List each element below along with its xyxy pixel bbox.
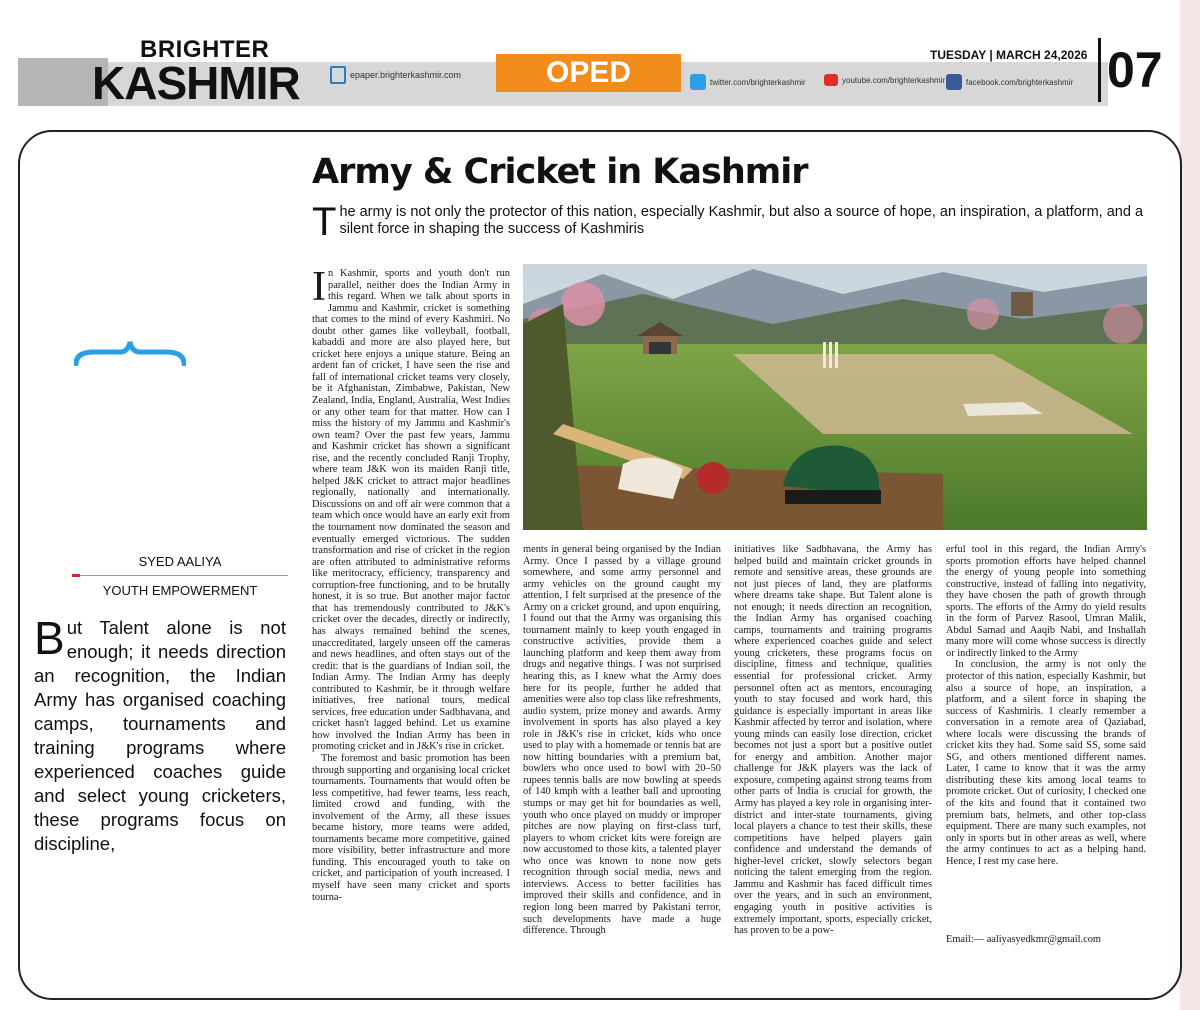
facebook-url: facebook.com/brighterkashmir xyxy=(966,77,1074,87)
youtube-link[interactable] xyxy=(824,74,945,86)
author-email[interactable]: Email:— aaliyasyedkmr@gmail.com xyxy=(946,934,1101,945)
twitter-icon xyxy=(690,74,706,90)
author-topic: YOUTH EMPOWERMENT xyxy=(102,583,258,598)
article-column-4 xyxy=(946,544,1146,884)
column-2-paragraph: ments in general being organised by the Indian Army. Once I passed by a village ground somewhere, and some army personnel and army vehicles on the ground caught my attention, I felt surprised at the presence of the Army on a cricket ground, and upon enquiring, I found out that the Army was organising this tournament mainly to keep youth engaged in constructive activities, provide them a launching platform and keep them away from drugs and negative things. I was not surprised hearing this, as I knew what the Army does here for its people, further he added that amenities were also top class like refreshments, audio system, prize money and awards. Army involvement in sports has also played a key role in J&K's rise in cricket, kids who once used to play with a homemade or tennis bat are now hitting boundaries with a premium bat, bowlers who once used to bowl with 20–50 rupees tennis balls are now bowling at speeds of 140 kmph with a leather ball and uprooting stumps or may get hit for boundaries as well, youth who once played on muddy or improper pitches are now playing on first-class turf, players to whom cricket kits were foreign are now accustomed to those kits, a talented player who once was known to none now gets recognition through social media, news and interviews. Access to better facilities has improved their skills and confidence, and in region long been marred by Pakistani terror, such developments have made a huge difference. Through xyxy=(523,544,721,937)
standfirst-text: he army is not only the protector of this nation, especially Kashmir, but also a source of hope, an inspiration, a platform, and a silent force in shaping the success of Kashmiris xyxy=(339,204,1144,237)
brace-ornament-icon xyxy=(74,338,186,366)
issue-date: TUESDAY | MARCH 24,2026 xyxy=(930,48,1088,62)
logo-kashmir: KASHMIR xyxy=(92,57,300,109)
pull-quote-dropcap: B xyxy=(34,612,65,664)
facebook-link[interactable] xyxy=(946,74,1073,90)
author-name: SYED AALIYA xyxy=(138,554,222,569)
column-4-paragraph: erful tool in this regard, the Indian Army's sports promotion efforts have helped channel the energy of young people into something constructive, instead of falling into negativity, they have chosen the path of growth through sports. The efforts of the Army do yield results in the form of Parvez Rasool, Umran Malik, Abdul Samad and Aaqib Nabi, and Inshallah many more will come whose success is directly or indirectly linked to the Army xyxy=(946,544,1146,659)
epaper-link[interactable] xyxy=(330,66,461,84)
column-1-paragraph-text: n Kashmir, sports and youth don't run parallel, neither does the Indian Army in this regard. When we talk about sports in Jammu and Kashmir, cricket is something that comes to the mind of every Kashmiri. No doubt other games like volleyball, football, kabaddi and more are also played here, but cricket here enjoys a unique stature. Being an ardent fan of cricket, I have seen the rise and fall of international cricket teams very closely, be it Afghanistan, Zimbabwe, Pakistan, New Zealand, India, England, Australia, West Indies or any other team for that matter. How can I miss the history of my Jammu and Kashmir's own team? Over the past few years, Jammu and Kashmir cricket has shown a significant rise, and the recently concluded Ranji Trophy, where team J&K won its maiden Ranji title, helped J&K cricket to attract major headlines regionally, nationally and internationally. Discussions on and off air were common that a team which once would have an early exit from the tournament now dominated the season and eventually emerged victorious. The sudden transformation and rise of cricket in the region are often attributed to administrative reforms like meritocracy, efficiency, transparency and corruption-free functioning, and to be brutally honest, it is so true. But another major factor that has tremendously contributed to J&K's cricket over the decades, directly or indirectly, has always remained behind the scenes, unaccreditated, largely unseen off the cameras and news headlines, and often stays out of the credit: that is the guardians of Indian soil, the Indian Army. The Indian Army has deeply contributed to Kashmir, be it through welfare initiatives, free national tours, medical services, free education under Sadbhavana, and cricket hasn't lagged behind. Let us examine how involved the Indian Army has been in promoting cricket and in J&K's rise in cricket. xyxy=(312,268,510,753)
epaper-url: epaper.brighterkashmir.com xyxy=(350,70,462,80)
article-dropcap: I xyxy=(312,268,326,310)
logo-brighter: BRIGHTER xyxy=(140,36,270,63)
author-block xyxy=(72,554,288,598)
twitter-link[interactable] xyxy=(690,74,806,90)
page-edge xyxy=(1180,0,1200,1010)
pull-quote-text: ut Talent alone is not enough; it needs direction an recognition, the Indian Army has organised coaching camps, tournaments and training programs where experienced coaches guide and select young cricketers, these programs focus on discipline, xyxy=(34,617,286,854)
youtube-icon xyxy=(824,74,838,86)
article-column-1 xyxy=(312,268,510,958)
twitter-url: twitter.com/brighterkashmir xyxy=(710,77,806,87)
article-standfirst xyxy=(312,200,1162,244)
masthead xyxy=(0,0,1200,120)
mobile-icon xyxy=(330,66,346,84)
author-rule xyxy=(72,575,288,576)
page-number: 07 xyxy=(1098,38,1163,102)
youtube-url: youtube.com/brighterkashmir xyxy=(842,75,946,85)
column-1-paragraph-2: The foremost and basic promotion has been through supporting and organising local cricket tournaments. Tournaments that would often be less competitive, had fewer teams, less reach, limited crowd and funding, with the involvement of the Army, all these issues became history, more teams were added, tournaments became more competitive, gained more visibility, better infrastructure and more funding. This encouraged youth to take on cricket, and participation of youth increased. I myself have seen many cricket and sports tourna- xyxy=(312,752,510,903)
article-headline: Army & Cricket in Kashmir xyxy=(312,152,808,192)
newspaper-logo[interactable] xyxy=(92,36,300,109)
article-column-2 xyxy=(523,544,721,958)
standfirst-dropcap: T xyxy=(312,200,337,244)
column-1-paragraph xyxy=(312,268,510,753)
facebook-icon xyxy=(946,74,962,90)
cricket-ground-photo xyxy=(523,264,1147,530)
article-column-3 xyxy=(734,544,932,958)
column-4-paragraph-2: In conclusion, the army is not only the protector of this nation, especially Kashmir, but also a source of hope, an inspiration, a platform, and a silent force in shaping the success of Kashmiris. I clearly remember a conversation in a remote area of Qaziabad, where locals were discussing the brands of cricket kits they had. Some said SS, some said SG, and others mentioned different names. Later, I came to know that it was the army distributing these kits among local teams to promote cricket. Out of curiosity, I checked one of the kits and found that it contained two premium bats, helmets, and other top-class equipment. There are many such examples, not only in sports but in other areas as well, where the army continues to act as a helping hand. Hence, I rest my case here. xyxy=(946,659,1146,867)
column-3-paragraph: initiatives like Sadbhavana, the Army has helped build and maintain cricket grounds in remote and sensitive areas, these grounds are not just pieces of land, they are platforms where dreams take shape. But Talent alone is not enough; it needs direction an recognition, the Indian Army has organised coaching camps, tournaments and training programs where experienced coaches guide and select young cricketers, these programs focus on discipline, fitness and technique, qualities essential for professional cricket. Army personnel often act as mentors, encouraging youth to stay focused and work hard, this guidance is especially important in areas like Kashmir affected by terror and isolation, where young minds can easily lose direction, cricket becomes not just a sport but a positive outlet for energy and ambition. Another major challenge for J&K players was the lack of exposure, competing against strong teams from other parts of India is crucial for growth, the Army has played a key role in organising inter-district and inter-state tournaments, giving local players a chance to test their skills, these competitions have helped players gain confidence and understand the demands of higher-level cricket, slowly selectors began noticing the talent emerging from the region. Jammu and Kashmir has faced difficult times over the years, and in such an environment, engaging youth in positive activities is extremely important, sports, especially cricket, has proven to be a pow- xyxy=(734,544,932,937)
section-label: OPED xyxy=(496,54,681,92)
pull-quote xyxy=(34,612,286,856)
